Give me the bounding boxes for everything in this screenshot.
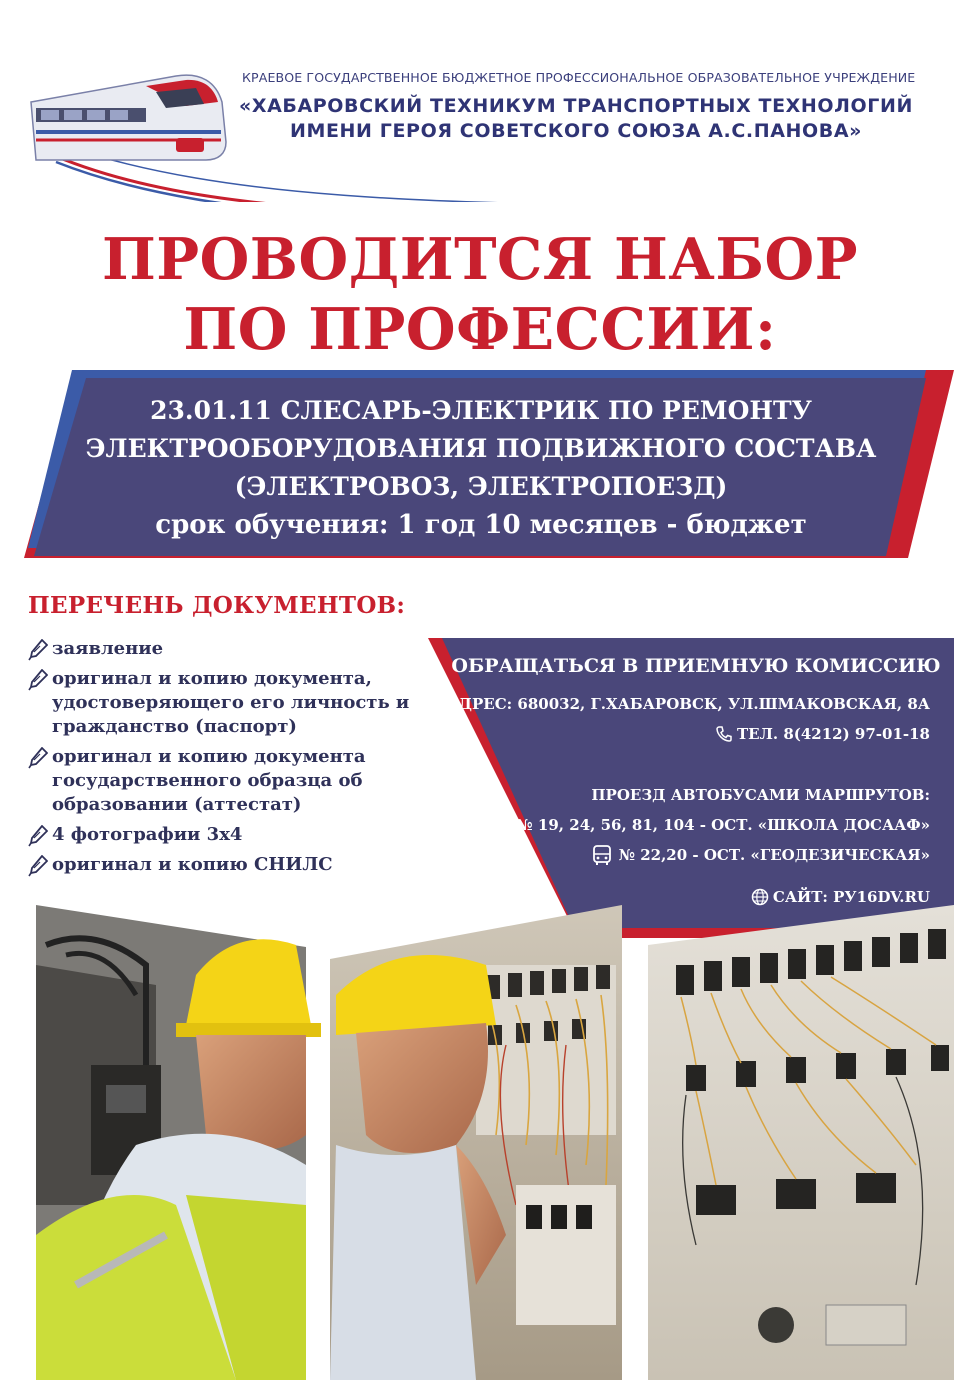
headline-line1: ПРОВОДИТСЯ НАБОР bbox=[101, 226, 859, 293]
contact-title: ОБРАЩАТЬСЯ В ПРИЕМНУЮ КОМИССИЮ bbox=[451, 655, 941, 677]
org-name-line2: ИМЕНИ ГЕРОЯ СОВЕТСКОГО СОЮЗА А.С.ПАНОВА» bbox=[289, 120, 863, 142]
study-term: срок обучения: 1 год 10 месяцев - бюджет bbox=[155, 510, 807, 540]
profession-line2: ЭЛЕКТРООБОРУДОВАНИЯ ПОДВИЖНОГО СОСТАВА bbox=[85, 434, 877, 463]
bus-route-2: № 22,20 - ОСТ. «ГЕОДЕЗИЧЕСКАЯ» bbox=[591, 844, 930, 866]
pen-nib-icon bbox=[28, 855, 48, 877]
headline-line2: ПО ПРОФЕССИИ: bbox=[183, 296, 777, 363]
address-line bbox=[424, 695, 930, 713]
phone-icon bbox=[715, 725, 733, 743]
documents-title: ПЕРЕЧЕНЬ ДОКУМЕНТОВ: bbox=[28, 592, 406, 619]
bus-icon bbox=[591, 844, 613, 866]
profession-line1: 23.01.11 СЛЕСАРЬ-ЭЛЕКТРИК ПО РЕМОНТУ bbox=[150, 396, 812, 425]
pen-nib-icon bbox=[28, 639, 48, 661]
pen-nib-icon bbox=[28, 747, 48, 769]
org-name bbox=[206, 94, 946, 144]
list-item: оригинал и копию документа, удостоверяющего его личность и гражданство (паспорт) bbox=[28, 667, 428, 739]
photo-worker-left bbox=[36, 905, 321, 1380]
headline bbox=[6, 225, 954, 365]
bus-icon bbox=[488, 814, 510, 836]
phone-text: ТЕЛ. 8(4212) 97-01-18 bbox=[737, 725, 930, 743]
bus-route-1: № 19, 24, 56, 81, 104 - ОСТ. «ШКОЛА ДОСААФ» bbox=[488, 814, 930, 836]
site-text: САЙТ: РУ16DV.RU bbox=[772, 888, 930, 906]
bus-title: ПРОЕЗД АВТОБУСАМИ МАРШРУТОВ: bbox=[591, 786, 930, 804]
profession-line3: (ЭЛЕКТРОВОЗ, ЭЛЕКТРОПОЕЗД) bbox=[234, 472, 728, 501]
list-item: оригинал и копию СНИЛС bbox=[28, 853, 428, 877]
list-item: 4 фотографии 3х4 bbox=[28, 823, 428, 847]
globe-icon bbox=[751, 888, 769, 906]
map-pin-icon bbox=[424, 695, 442, 713]
org-name-line1: «ХАБАРОВСКИЙ ТЕХНИКУМ ТРАНСПОРТНЫХ ТЕХНОЛОГИЙ bbox=[238, 95, 914, 117]
list-item: оригинал и копию документа государственного образца об образовании (аттестат) bbox=[28, 745, 428, 817]
photo-panel-right bbox=[648, 905, 954, 1380]
list-item: заявление bbox=[28, 637, 428, 661]
pen-nib-icon bbox=[28, 825, 48, 847]
documents-list bbox=[28, 637, 428, 883]
phone-line bbox=[715, 725, 930, 743]
pen-nib-icon bbox=[28, 669, 48, 691]
site-line bbox=[751, 888, 930, 906]
poster bbox=[6, 40, 954, 1380]
address-text: АДРЕС: 680032, Г.ХАБАРОВСК, УЛ.ШМАКОВСКАЯ, 8А bbox=[446, 695, 930, 713]
profession-text bbox=[66, 392, 896, 544]
org-type: КРАЕВОЕ ГОСУДАРСТВЕННОЕ БЮДЖЕТНОЕ ПРОФЕССИОНАЛЬНОЕ ОБРАЗОВАТЕЛЬНОЕ УЧРЕЖДЕНИЕ bbox=[242, 70, 916, 85]
photo-electrician-center bbox=[330, 905, 622, 1380]
photo-collage bbox=[36, 905, 954, 1380]
